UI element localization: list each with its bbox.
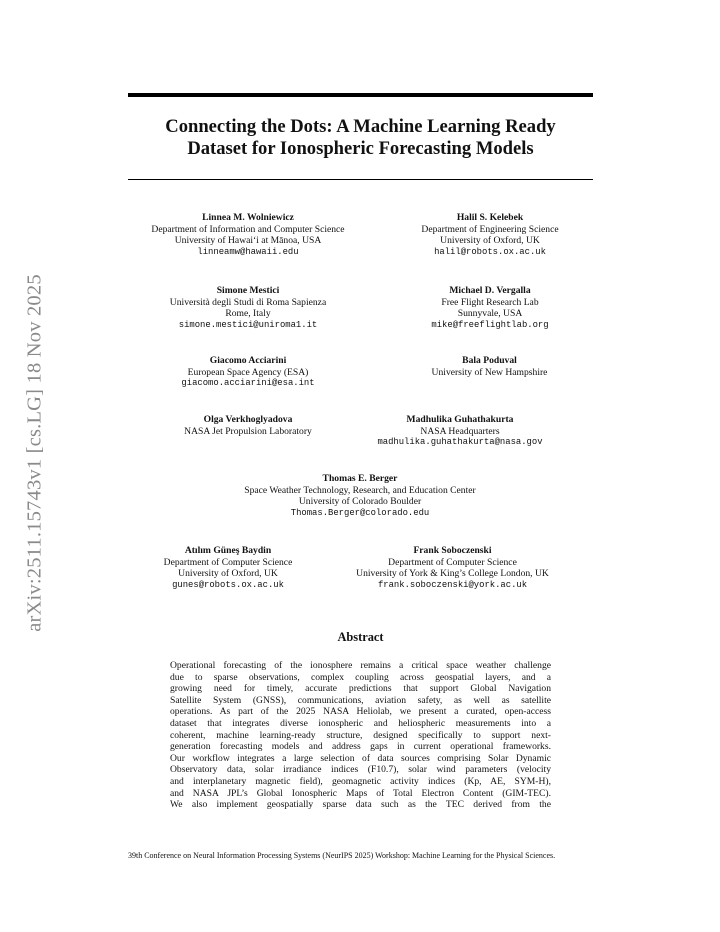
author-affiliation: University of Oxford, UK	[440, 235, 540, 247]
author-affiliation: European Space Agency (ESA)	[187, 366, 309, 378]
author-email[interactable]: halil@robots.ox.ac.uk	[434, 247, 546, 258]
author-name: Thomas E. Berger	[322, 473, 398, 484]
author-affiliation: Department of Computer Science	[163, 556, 293, 568]
author-affiliation: Free Flight Research Lab	[441, 296, 539, 308]
author-affiliation: Department of Computer Science	[388, 556, 517, 568]
title-line: Connecting the Dots: A Machine Learning Ready	[165, 116, 556, 137]
title-rule-top	[128, 93, 593, 97]
author-affiliation: Sunnyvale, USA	[457, 308, 523, 320]
author-name: Madhulika Guhathakurta	[406, 414, 514, 425]
author-affiliation: Università degli Studi di Roma Sapienza	[169, 296, 327, 308]
author-email[interactable]: linneamw@hawaii.edu	[197, 247, 299, 258]
author-affiliation: Space Weather Technology, Research, and Education Center	[244, 484, 476, 496]
abstract-line: Satellite System (GNSS), communications, aviation safety, as well as satellite	[170, 694, 551, 706]
author-affiliation: Rome, Italy	[225, 308, 271, 320]
footnote: 39th Conference on Neural Information Processing Systems (NeurIPS 2025) Workshop: Machine Learning for the Physical Sciences.	[128, 851, 556, 860]
author-block	[163, 285, 333, 332]
abstract-line: and NASA JPL’s Global Ionospheric Maps of Total Electron Content (GIM-TEC).	[170, 787, 551, 799]
abstract-line: due to sparse observations, complex coupling across geospatial layers, and a	[170, 671, 551, 683]
author-email[interactable]: frank.soboczenski@york.ac.uk	[377, 580, 528, 591]
arxiv-id: arXiv:2511.15743v1 [cs.LG] 18 Nov 2025	[23, 273, 46, 632]
author-email[interactable]: madhulika.guhathakurta@nasa.gov	[377, 437, 543, 448]
author-name: Atılım Güneş Baydin	[184, 545, 272, 556]
abstract-line: growing need for timely, accurate predictions that support Global Navigation	[170, 683, 551, 695]
author-affiliation: University of Hawai‘i at Mānoa, USA	[174, 235, 322, 247]
abstract-body	[170, 660, 551, 811]
author-block	[143, 212, 353, 259]
author-affiliation: Department of Engineering Science	[421, 223, 559, 235]
author-affiliation: University of Oxford, UK	[178, 568, 278, 580]
author-name: Olga Verkhoglyadova	[203, 414, 293, 425]
author-affiliation: University of York & King’s College London, UK	[356, 568, 549, 580]
author-block	[360, 414, 560, 449]
title-line: Dataset for Ionospheric Forecasting Models	[187, 138, 534, 159]
abstract-line: coherent, machine learning-ready structure, designed specifically to support next-	[170, 729, 551, 741]
author-affiliation: Department of Information and Computer Science	[151, 223, 345, 235]
abstract-line: generation forecasting models and address gaps in current operational frameworks.	[170, 741, 551, 753]
author-name: Simone Mestici	[216, 285, 280, 296]
author-name: Linnea M. Wolniewicz	[202, 212, 294, 223]
author-email[interactable]: Thomas.Berger@colorado.edu	[290, 508, 430, 519]
author-block	[163, 414, 333, 437]
author-affiliation: University of Colorado Boulder	[298, 496, 422, 508]
author-name: Bala Poduval	[462, 355, 517, 366]
title-rule-bottom	[128, 179, 593, 180]
author-name: Giacomo Acciarini	[209, 355, 287, 366]
author-email[interactable]: gunes@robots.ox.ac.uk	[172, 580, 284, 591]
author-email[interactable]: mike@freeflightlab.org	[431, 320, 549, 331]
author-name: Halil S. Kelebek	[456, 212, 524, 223]
abstract-line: and interplanetary magnetic field), geomagnetic activity indices (Kp, AE, SYM-H),	[170, 775, 551, 787]
author-name: Frank Soboczenski	[413, 545, 492, 556]
author-email[interactable]: simone.mestici@uniroma1.it	[178, 320, 318, 331]
abstract-line: operations. As part of the 2025 NASA Heliolab, we present a curated, open-access	[170, 706, 551, 718]
author-block	[400, 212, 580, 259]
author-affiliation: NASA Headquarters	[420, 425, 500, 437]
author-block	[143, 545, 313, 592]
abstract-line: Observatory data, solar irradiance indices (F10.7), solar wind parameters (velocity	[170, 764, 551, 776]
author-block	[210, 473, 510, 520]
abstract-line: Our workflow integrates a large selection of data sources comprising Solar Dynamic	[170, 752, 551, 764]
abstract-heading: Abstract	[337, 630, 384, 644]
author-block	[330, 545, 575, 592]
abstract-line: We also implement geospatially sparse data such as the TEC derived from the	[170, 799, 551, 811]
author-block	[173, 355, 323, 390]
author-affiliation: NASA Jet Propulsion Laboratory	[184, 425, 312, 437]
abstract-line: dataset that integrates diverse ionospheric and heliospheric measurements into a	[170, 717, 551, 729]
author-name: Michael D. Vergalla	[449, 285, 531, 296]
author-affiliation: University of New Hampshire	[431, 366, 548, 378]
abstract-line: Operational forecasting of the ionosphere remains a critical space weather challenge	[170, 660, 551, 671]
author-block	[397, 355, 582, 378]
author-email[interactable]: giacomo.acciarini@esa.int	[181, 378, 315, 389]
arxiv-stamp	[22, 260, 48, 645]
paper-title	[128, 116, 593, 160]
author-block	[410, 285, 570, 332]
